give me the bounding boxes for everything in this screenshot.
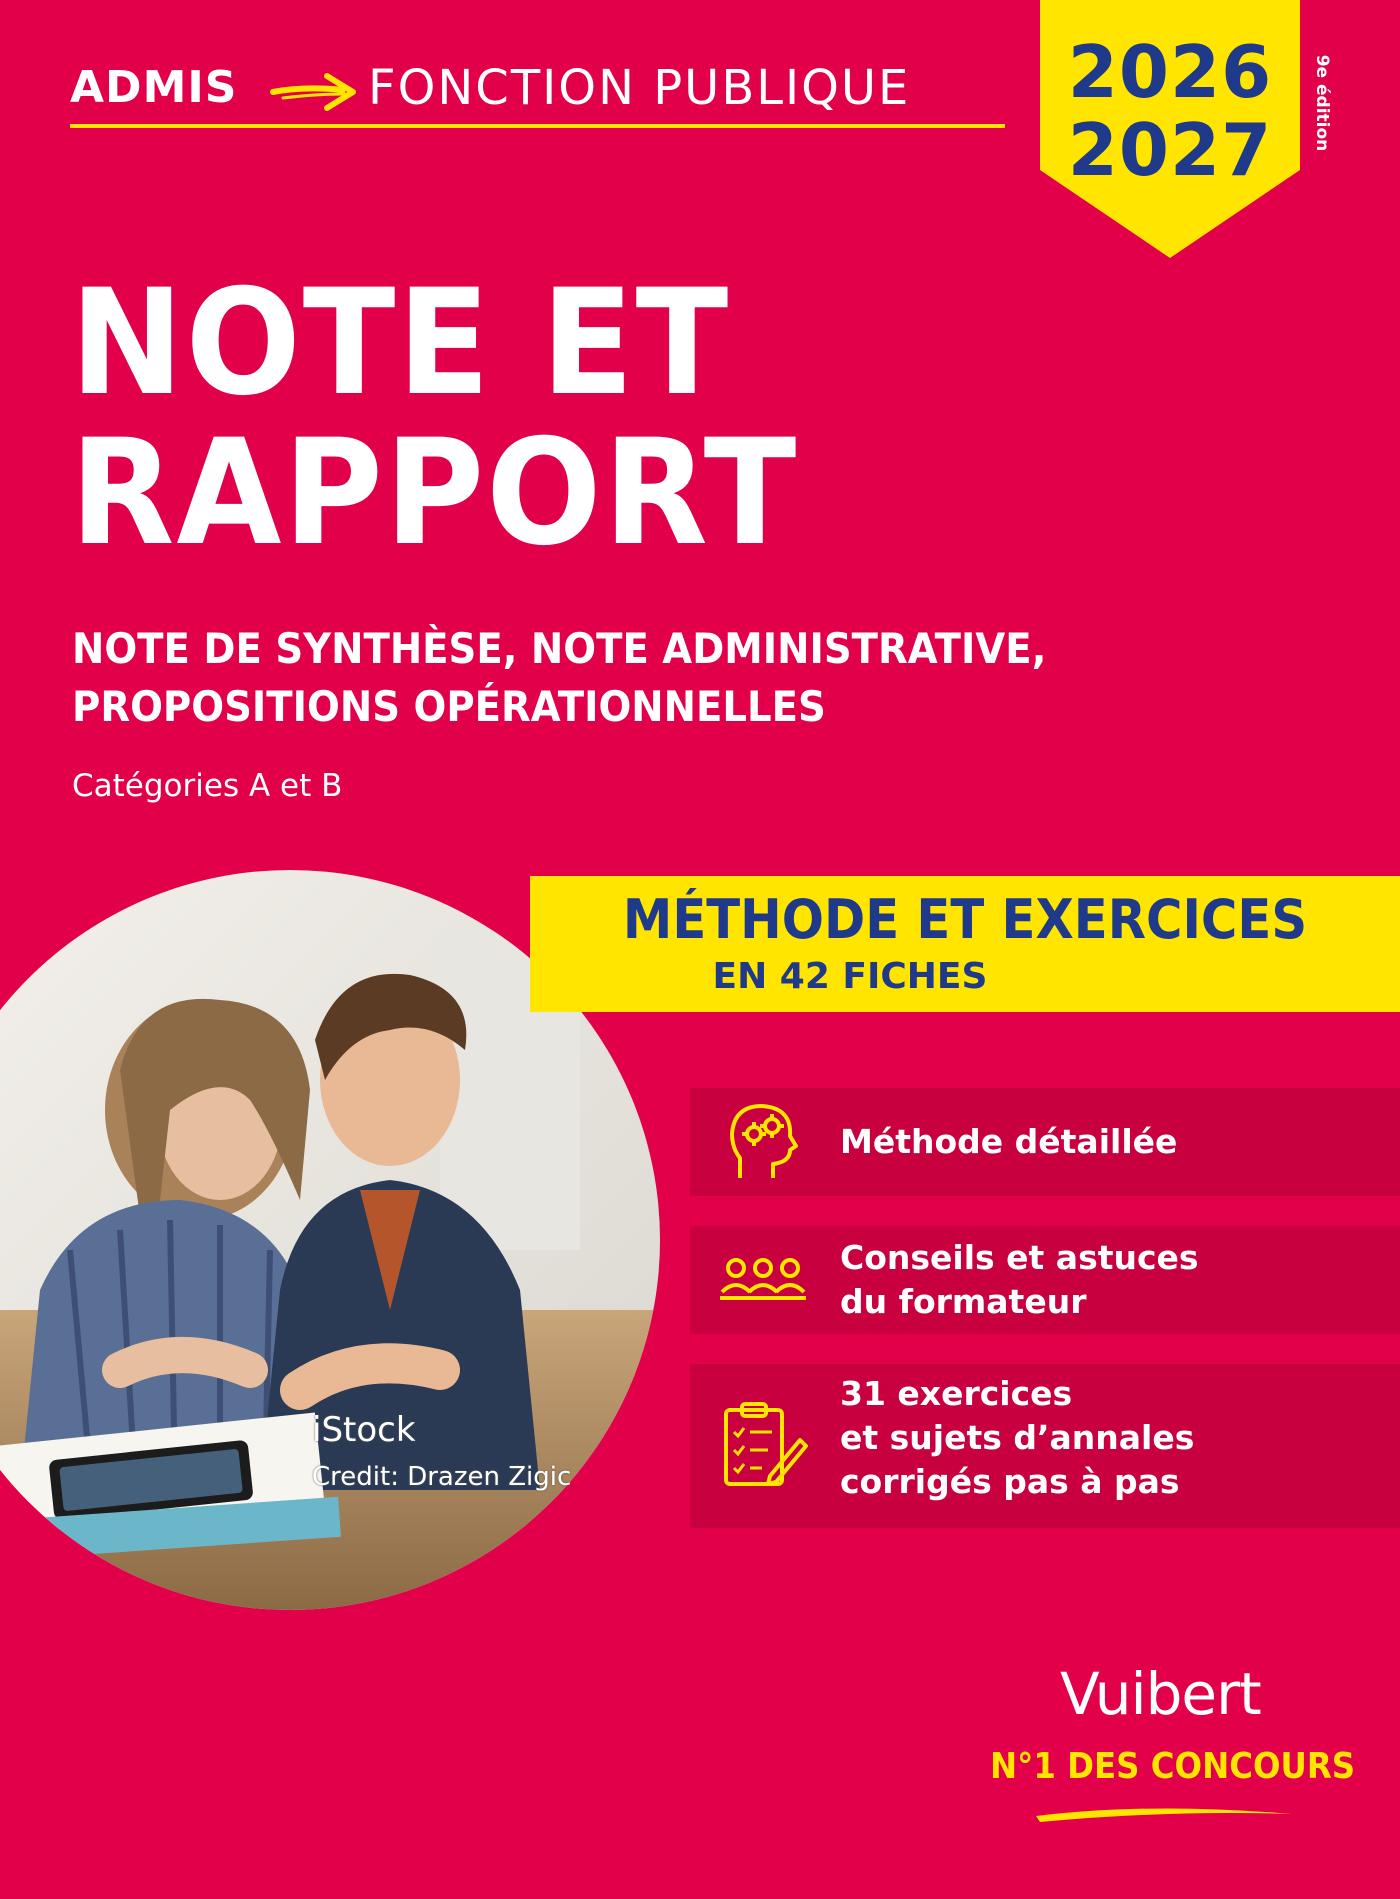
publisher-tagline: N°1 DES CONCOURS <box>990 1746 1356 1787</box>
feature-exercises <box>690 1364 1400 1528</box>
book-subtitle <box>72 620 1046 736</box>
year-end: 2027 <box>1067 108 1273 192</box>
feature-line: 31 exercices <box>840 1374 1073 1413</box>
clipboard-checklist-icon <box>718 1400 808 1490</box>
edition-label <box>1300 45 1340 175</box>
watermark-brand: iStock <box>312 1410 416 1450</box>
feature-tips-text <box>840 1236 1199 1324</box>
collection-series: FONCTION PUBLIQUE <box>368 60 911 116</box>
banner-headline: MÉTHODE ET EXERCICES <box>622 888 1308 951</box>
feature-line: Méthode détaillée <box>840 1122 1178 1161</box>
feature-line: et sujets d’annales <box>840 1418 1195 1457</box>
subtitle-line-2: PROPOSITIONS OPÉRATIONNELLES <box>72 682 826 731</box>
title-line-1: NOTE ET <box>70 258 731 428</box>
feature-line: Conseils et astuces <box>840 1238 1199 1277</box>
feature-method <box>690 1088 1400 1196</box>
feature-tips <box>690 1226 1400 1334</box>
categories-label: Catégories A et B <box>72 768 343 804</box>
banner-subline: EN 42 FICHES <box>712 956 988 997</box>
method-banner <box>530 876 1400 1012</box>
year-start: 2026 <box>1067 30 1273 114</box>
feature-method-text <box>840 1120 1177 1164</box>
publisher-block <box>990 1660 1356 1870</box>
people-group-icon <box>718 1236 808 1326</box>
collection-header <box>70 52 1005 128</box>
feature-exercises-text <box>840 1372 1194 1504</box>
collection-brand: ADMIS <box>70 62 238 113</box>
feature-line: corrigés pas à pas <box>840 1462 1180 1501</box>
collection-underline <box>70 124 1005 128</box>
subtitle-line-1: NOTE DE SYNTHÈSE, NOTE ADMINISTRATIVE, <box>72 624 1047 673</box>
book-title <box>70 258 799 578</box>
title-line-2: RAPPORT <box>70 408 799 578</box>
edition-text: 9e édition <box>1312 54 1332 152</box>
feature-line: du formateur <box>840 1282 1087 1321</box>
year-badge <box>1040 0 1300 260</box>
head-gears-icon <box>718 1096 808 1186</box>
brush-underline <box>1030 1798 1300 1828</box>
publisher-logo: Vuibert <box>1060 1660 1261 1728</box>
photo-watermark <box>300 1404 615 1506</box>
watermark-credit: Credit: Drazen Zigic <box>312 1462 572 1492</box>
